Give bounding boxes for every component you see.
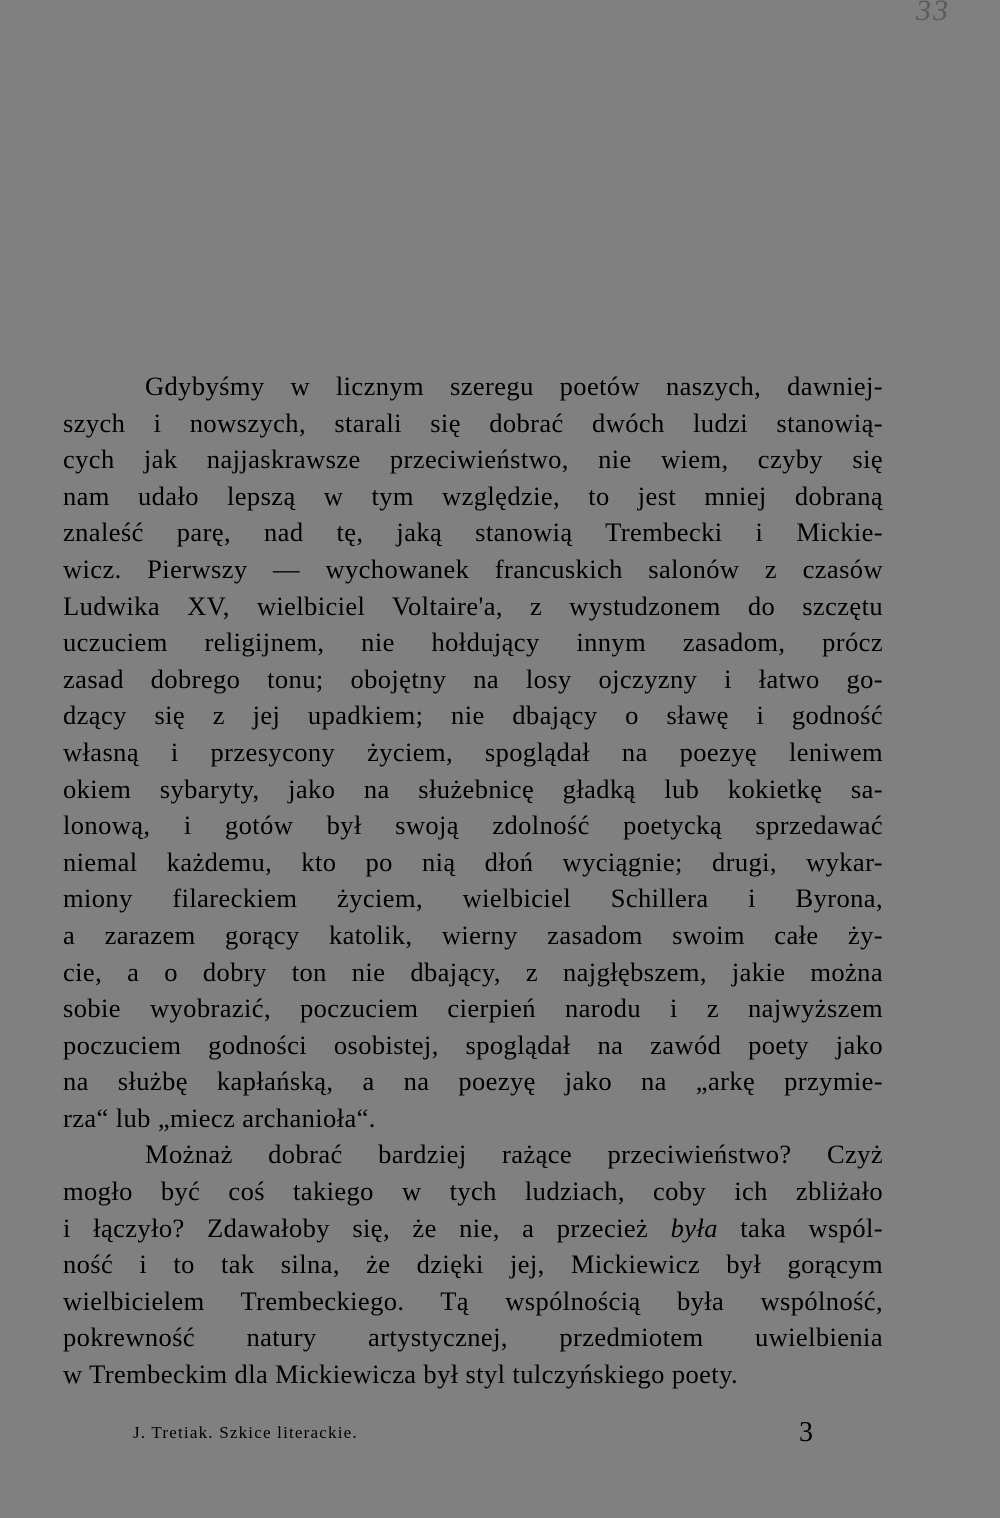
text-line: znaleść parę, nad tę, jaką stanowią Trembecki i Mickie- <box>63 517 883 548</box>
text-line: wicz. Pierwszy — wychowanek francuskich salonów z czasów <box>63 553 883 584</box>
text-line: rza“ lub „miecz archanioła“. <box>63 1102 376 1133</box>
text-line: w Trembeckim dla Mickiewicza był styl tulczyńskiego poety. <box>63 1359 739 1390</box>
text-line: Gdybyśmy w licznym szeregu poetów naszych, dawniej- <box>145 371 883 401</box>
text-line <box>63 1210 883 1247</box>
text-line: nam udało lepszą w tym względzie, to jest mniej dobraną <box>63 480 883 511</box>
text-line: ność i to tak silna, że dzięki jej, Mickiewicz był gorącym <box>63 1249 883 1280</box>
signature-mark: 3 <box>799 1417 813 1448</box>
text-line: szych i nowszych, starali się dobrać dwóch ludzi stanowią- <box>63 407 883 438</box>
text-line: wielbicielem Trembeckiego. Tą wspólnością była wspólność, <box>63 1285 883 1316</box>
text-line: okiem sybaryty, jako na służebnicę gładką lub kokietkę sa- <box>63 773 883 804</box>
text-line: na służbę kapłańską, a na poezyę jako na „arkę przymie- <box>63 1066 883 1097</box>
footer-credit: J. Tretiak. Szkice literackie. <box>133 1423 358 1442</box>
text-line: miony filareckiem życiem, wielbiciel Schillera i Byrona, <box>63 883 883 914</box>
text-line: mogło być coś takiego w tych ludziach, coby ich zbliżało <box>63 1176 883 1207</box>
paragraph <box>63 368 883 1136</box>
body-text <box>63 368 883 1393</box>
text-line: poczuciem godności osobistej, spoglądał na zawód poety jako <box>63 1029 883 1060</box>
text-line: Ludwika XV, wielbiciel Voltaire'a, z wystudzonem do szczętu <box>63 590 883 621</box>
text-line: sobie wyobrazić, poczuciem cierpień narodu i z najwyższem <box>63 993 883 1024</box>
page-footer <box>133 1419 813 1449</box>
text-line: cych jak najjaskrawsze przeciwieństwo, nie wiem, czyby się <box>63 444 883 475</box>
text-line: Możnaż dobrać bardziej rażące przeciwieństwo? Czyż <box>145 1139 883 1170</box>
corner-page-mark: 33 <box>916 0 950 27</box>
text-run: taka wspól- <box>717 1212 883 1243</box>
text-line: uczuciem religijnem, nie hołdujący innym zasadom, prócz <box>63 627 883 658</box>
text-line: dzący się z jej upadkiem; nie dbający o sławę i godność <box>63 700 883 731</box>
text-run: i łączyło? Zdawałoby się, że nie, a przecież <box>63 1212 671 1243</box>
paragraph <box>63 1136 883 1392</box>
text-line: cie, a o dobry ton nie dbający, z najgłębszem, jakie można <box>63 956 883 987</box>
text-line: a zarazem gorący katolik, wierny zasadom swoim całe ży- <box>63 919 883 950</box>
text-line: pokrewność natury artystycznej, przedmiotem uwielbienia <box>63 1322 883 1353</box>
text-line: lonową, i gotów był swoją zdolność poetycką sprzedawać <box>63 810 883 841</box>
text-line: zasad dobrego tonu; obojętny na losy ojczyzny i łatwo go- <box>63 663 883 694</box>
text-line: niemal każdemu, kto po nią dłoń wyciągnie; drugi, wykar- <box>63 846 883 877</box>
text-line: własną i przesycony życiem, spoglądał na poezyę leniwem <box>63 736 883 767</box>
emphasized-word: była <box>670 1212 718 1243</box>
